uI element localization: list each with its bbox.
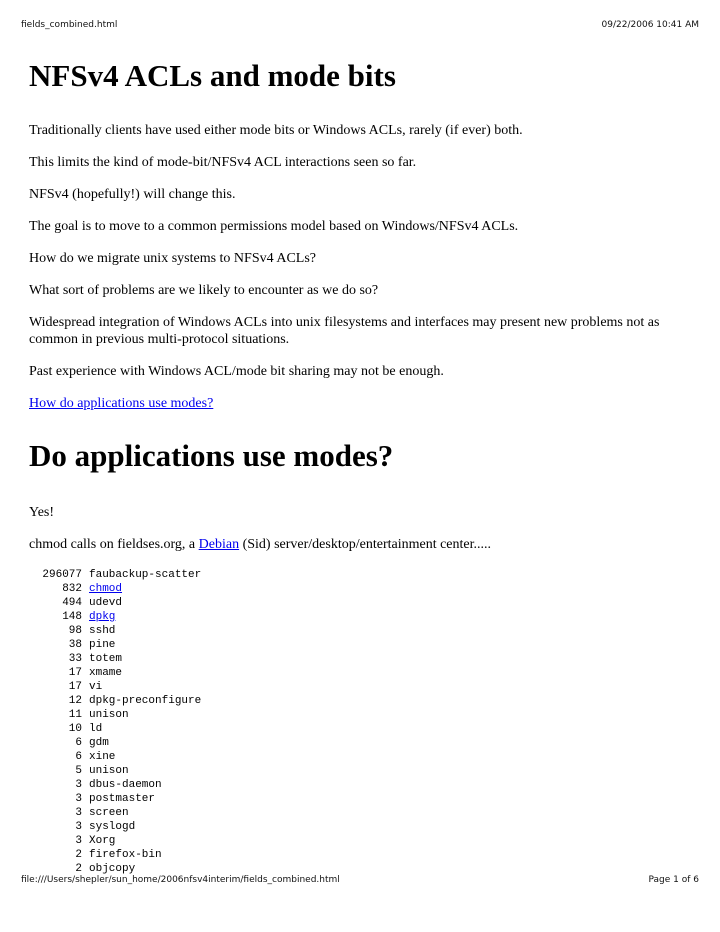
document-content [29, 58, 689, 876]
chmod-row [36, 596, 689, 610]
chmod-row [36, 610, 689, 624]
paragraph: This limits the kind of mode-bit/NFSv4 ACL interactions seen so far. [29, 155, 417, 170]
chmod-row [36, 666, 689, 680]
page-title: NFSv4 ACLs and mode bits [29, 58, 396, 93]
program-name: gdm [89, 737, 109, 749]
section-title-modes: Do applications use modes? [29, 438, 394, 473]
call-count: 12 [68, 695, 82, 707]
print-footer [21, 875, 699, 885]
paragraph: What sort of problems are we likely to encounter as we do so? [29, 283, 379, 298]
intro-text-after: (Sid) server/desktop/entertainment center..... [239, 537, 492, 552]
chmod-row [36, 708, 689, 722]
chmod-row [36, 834, 689, 848]
intro-text-before: chmod calls on fieldses.org, a [29, 537, 199, 552]
program-name: pine [89, 639, 116, 651]
program-name: dbus-daemon [89, 779, 162, 791]
chmod-row [36, 568, 689, 582]
chmod-row [36, 778, 689, 792]
call-count: 2 [75, 863, 82, 875]
paragraph: Widespread integration of Windows ACLs into unix filesystems and interfaces may present new problems not as common in previous multi-protocol situations. [29, 315, 660, 347]
call-count: 3 [75, 835, 82, 847]
call-count: 3 [75, 807, 82, 819]
chmod-row [36, 638, 689, 652]
how-apps-use-modes-link[interactable]: How do applications use modes? [29, 396, 214, 411]
call-count: 148 [62, 611, 82, 623]
print-footer-page: Page 1 of 6 [648, 875, 699, 885]
debian-link[interactable]: Debian [198, 537, 240, 552]
paragraph: Traditionally clients have used either mode bits or Windows ACLs, rarely (if ever) both. [29, 123, 523, 138]
call-count: 11 [68, 709, 82, 721]
program-name-link[interactable]: dpkg [89, 611, 116, 623]
program-name: postmaster [89, 793, 156, 805]
program-name: udevd [89, 597, 123, 609]
call-count: 3 [75, 821, 82, 833]
call-count: 3 [75, 779, 82, 791]
call-count: 17 [68, 667, 82, 679]
chmod-row [36, 722, 689, 736]
chmod-row [36, 652, 689, 666]
program-name: vi [89, 681, 103, 693]
program-name: unison [89, 709, 129, 721]
program-name: dpkg-preconfigure [89, 695, 202, 707]
call-count: 6 [75, 737, 82, 749]
program-name: screen [89, 807, 129, 819]
intro-paragraphs [29, 122, 689, 380]
paragraph: Past experience with Windows ACL/mode bit sharing may not be enough. [29, 364, 444, 379]
chmod-intro-paragraph [29, 536, 689, 553]
print-header-datetime: 09/22/2006 10:41 AM [601, 20, 699, 30]
chmod-row [36, 750, 689, 764]
paragraph: How do we migrate unix systems to NFSv4 ACLs? [29, 251, 316, 266]
call-count: 6 [75, 751, 82, 763]
program-name-link[interactable]: chmod [89, 583, 123, 595]
chmod-call-list [36, 568, 689, 876]
chmod-row [36, 806, 689, 820]
program-name: xine [89, 751, 116, 763]
program-name: xmame [89, 667, 123, 679]
program-name: syslogd [89, 821, 136, 833]
program-name: objcopy [89, 863, 136, 875]
program-name: sshd [89, 625, 116, 637]
chmod-row [36, 680, 689, 694]
program-name: faubackup-scatter [89, 569, 202, 581]
chmod-row [36, 820, 689, 834]
program-name: firefox-bin [89, 849, 162, 861]
call-count: 33 [68, 653, 82, 665]
paragraph: The goal is to move to a common permissions model based on Windows/NFSv4 ACLs. [29, 219, 519, 234]
call-count: 296077 [42, 569, 82, 581]
chmod-row [36, 694, 689, 708]
program-name: unison [89, 765, 129, 777]
chmod-row [36, 862, 689, 876]
print-header-filename: fields_combined.html [21, 20, 118, 30]
chmod-row [36, 848, 689, 862]
print-footer-path: file:///Users/shepler/sun_home/2006nfsv4interim/fields_combined.html [21, 875, 340, 885]
program-name: Xorg [89, 835, 116, 847]
call-count: 98 [68, 625, 82, 637]
call-count: 832 [62, 583, 82, 595]
call-count: 5 [75, 765, 82, 777]
call-count: 2 [75, 849, 82, 861]
call-count: 17 [68, 681, 82, 693]
chmod-row [36, 582, 689, 596]
call-count: 494 [62, 597, 82, 609]
print-header [21, 20, 699, 30]
chmod-row [36, 624, 689, 638]
call-count: 3 [75, 793, 82, 805]
program-name: totem [89, 653, 123, 665]
chmod-row [36, 764, 689, 778]
paragraph: NFSv4 (hopefully!) will change this. [29, 187, 236, 202]
program-name: ld [89, 723, 103, 735]
chmod-row [36, 736, 689, 750]
yes-paragraph: Yes! [29, 505, 55, 520]
chmod-row [36, 792, 689, 806]
call-count: 10 [68, 723, 82, 735]
call-count: 38 [68, 639, 82, 651]
